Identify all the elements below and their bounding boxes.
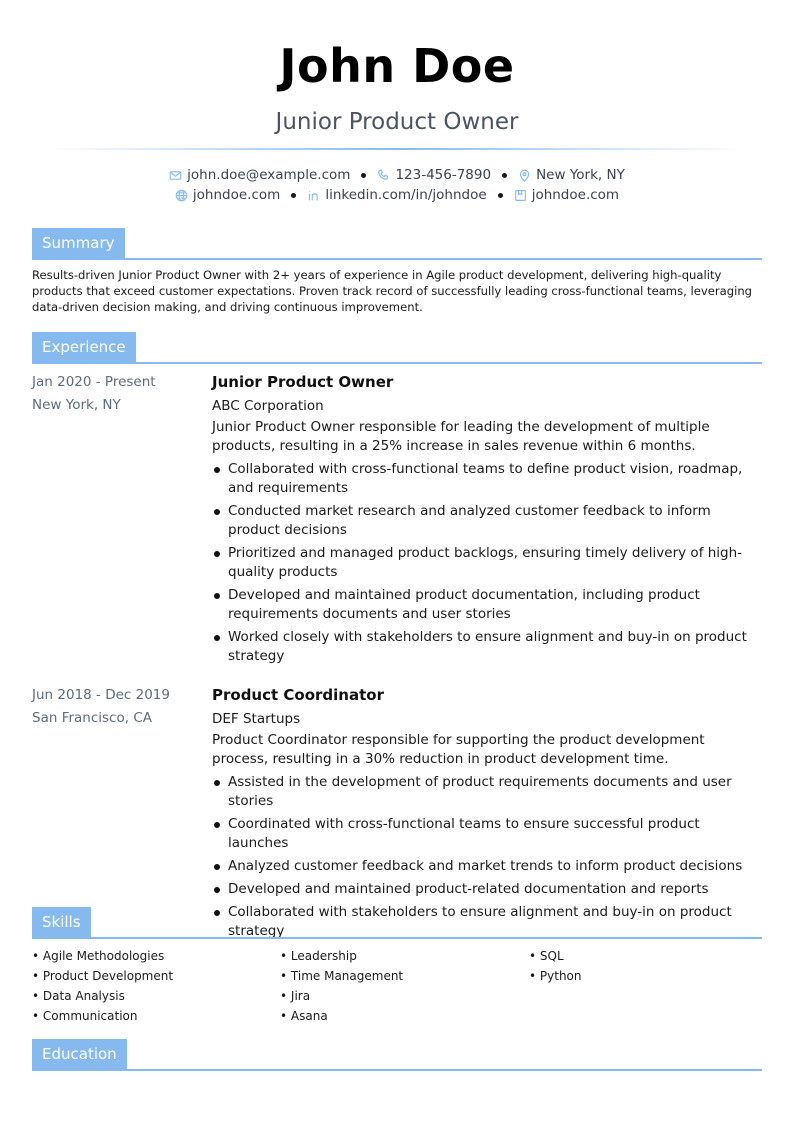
linkedin-icon (307, 189, 320, 202)
location-text: New York, NY (536, 167, 625, 183)
job-bullet: Collaborated with cross-functional teams to define product vision, roadmap, and requirements (212, 460, 762, 498)
contact-website[interactable] (175, 186, 280, 204)
job-dates: Jun 2018 - Dec 2019 (32, 687, 170, 703)
contact-separator (498, 193, 503, 198)
skill-item: • Leadership (280, 946, 403, 966)
job-company: DEF Startups (212, 711, 301, 727)
skill-item: • Data Analysis (32, 986, 173, 1006)
contact-phone[interactable] (377, 166, 491, 184)
job-location: San Francisco, CA (32, 710, 152, 726)
header-divider (47, 148, 747, 150)
contact-separator (502, 173, 507, 178)
skill-item: • Communication (32, 1006, 173, 1026)
skill-item: • Agile Methodologies (32, 946, 173, 966)
contact-separator (361, 173, 366, 178)
contact-separator (291, 193, 296, 198)
website-text: johndoe.com (192, 187, 281, 203)
skill-item: • Python (529, 966, 582, 986)
summary-heading: Summary (32, 228, 125, 258)
skill-item: • Asana (280, 1006, 403, 1026)
location-icon (518, 169, 531, 182)
email-text: john.doe@example.com (187, 167, 351, 183)
job-company: ABC Corporation (212, 398, 324, 414)
contact-row-links (0, 186, 794, 204)
skills-column (32, 946, 173, 1026)
contact-email[interactable] (169, 166, 350, 184)
education-section-header (32, 1039, 762, 1071)
job-bullet: Developed and maintained product-related documentation and reports (212, 880, 762, 899)
job-description: Product Coordinator responsible for supporting the product development process, resulting in a 30% reduction in product development time. (212, 732, 705, 767)
skill-item: • Time Management (280, 966, 403, 986)
job-description: Junior Product Owner responsible for leading the development of multiple products, resulting in a 25% increase in sales revenue within 6 months. (212, 419, 710, 454)
contact-row-primary (0, 166, 794, 184)
contact-portfolio[interactable] (514, 186, 619, 204)
job-role: Product Coordinator (212, 686, 384, 704)
globe-icon (175, 189, 188, 202)
job-location: New York, NY (32, 397, 121, 413)
skills-column (529, 946, 582, 986)
portfolio-text: johndoe.com (531, 187, 620, 203)
skill-item: • Product Development (32, 966, 173, 986)
contact-linkedin[interactable] (307, 186, 486, 204)
job-bullet: Collaborated with stakeholders to ensure alignment and buy-in on product strategy (212, 903, 762, 941)
job-bullet: Analyzed customer feedback and market trends to inform product decisions (212, 857, 762, 876)
skill-item: • SQL (529, 946, 582, 966)
experience-section-header (32, 332, 762, 364)
job-bullet: Assisted in the development of product requirements documents and user stories (212, 773, 762, 811)
skill-item: • Jira (280, 986, 403, 1006)
candidate-title: Junior Product Owner (275, 109, 519, 135)
skills-section-header (32, 907, 762, 939)
skills-heading: Skills (32, 907, 91, 937)
experience-heading: Experience (32, 332, 136, 362)
candidate-name: John Doe (279, 39, 515, 93)
job-bullet: Prioritized and managed product backlogs, ensuring timely delivery of high-quality products (212, 544, 762, 582)
linkedin-text: linkedin.com/in/johndoe (325, 187, 487, 203)
job-role: Junior Product Owner (212, 373, 394, 391)
skills-column (280, 946, 403, 1026)
education-heading: Education (32, 1039, 127, 1069)
job-bullet: Worked closely with stakeholders to ensure alignment and buy-in on product strategy (212, 628, 762, 666)
job-bullet: Conducted market research and analyzed customer feedback to inform product decisions (212, 502, 762, 540)
phone-text: 123-456-7890 (395, 167, 492, 183)
phone-icon (377, 169, 390, 182)
summary-section-header (32, 228, 762, 260)
job-bullets (212, 460, 762, 666)
job-bullet: Developed and maintained product documentation, including product requirements documents and user stories (212, 586, 762, 624)
portfolio-icon (514, 189, 527, 202)
mail-icon (169, 169, 182, 182)
contact-location (518, 166, 625, 184)
job-dates: Jan 2020 - Present (32, 374, 156, 390)
summary-text: Results-driven Junior Product Owner with 2+ years of experience in Agile product development, delivering high-quality products that exceed customer expectations. Proven track record of successfully leading cross-functional teams, leveraging data-driven decision making, and driving continuous improvement. (32, 268, 753, 314)
job-bullet: Coordinated with cross-functional teams to ensure successful product launches (212, 815, 762, 853)
